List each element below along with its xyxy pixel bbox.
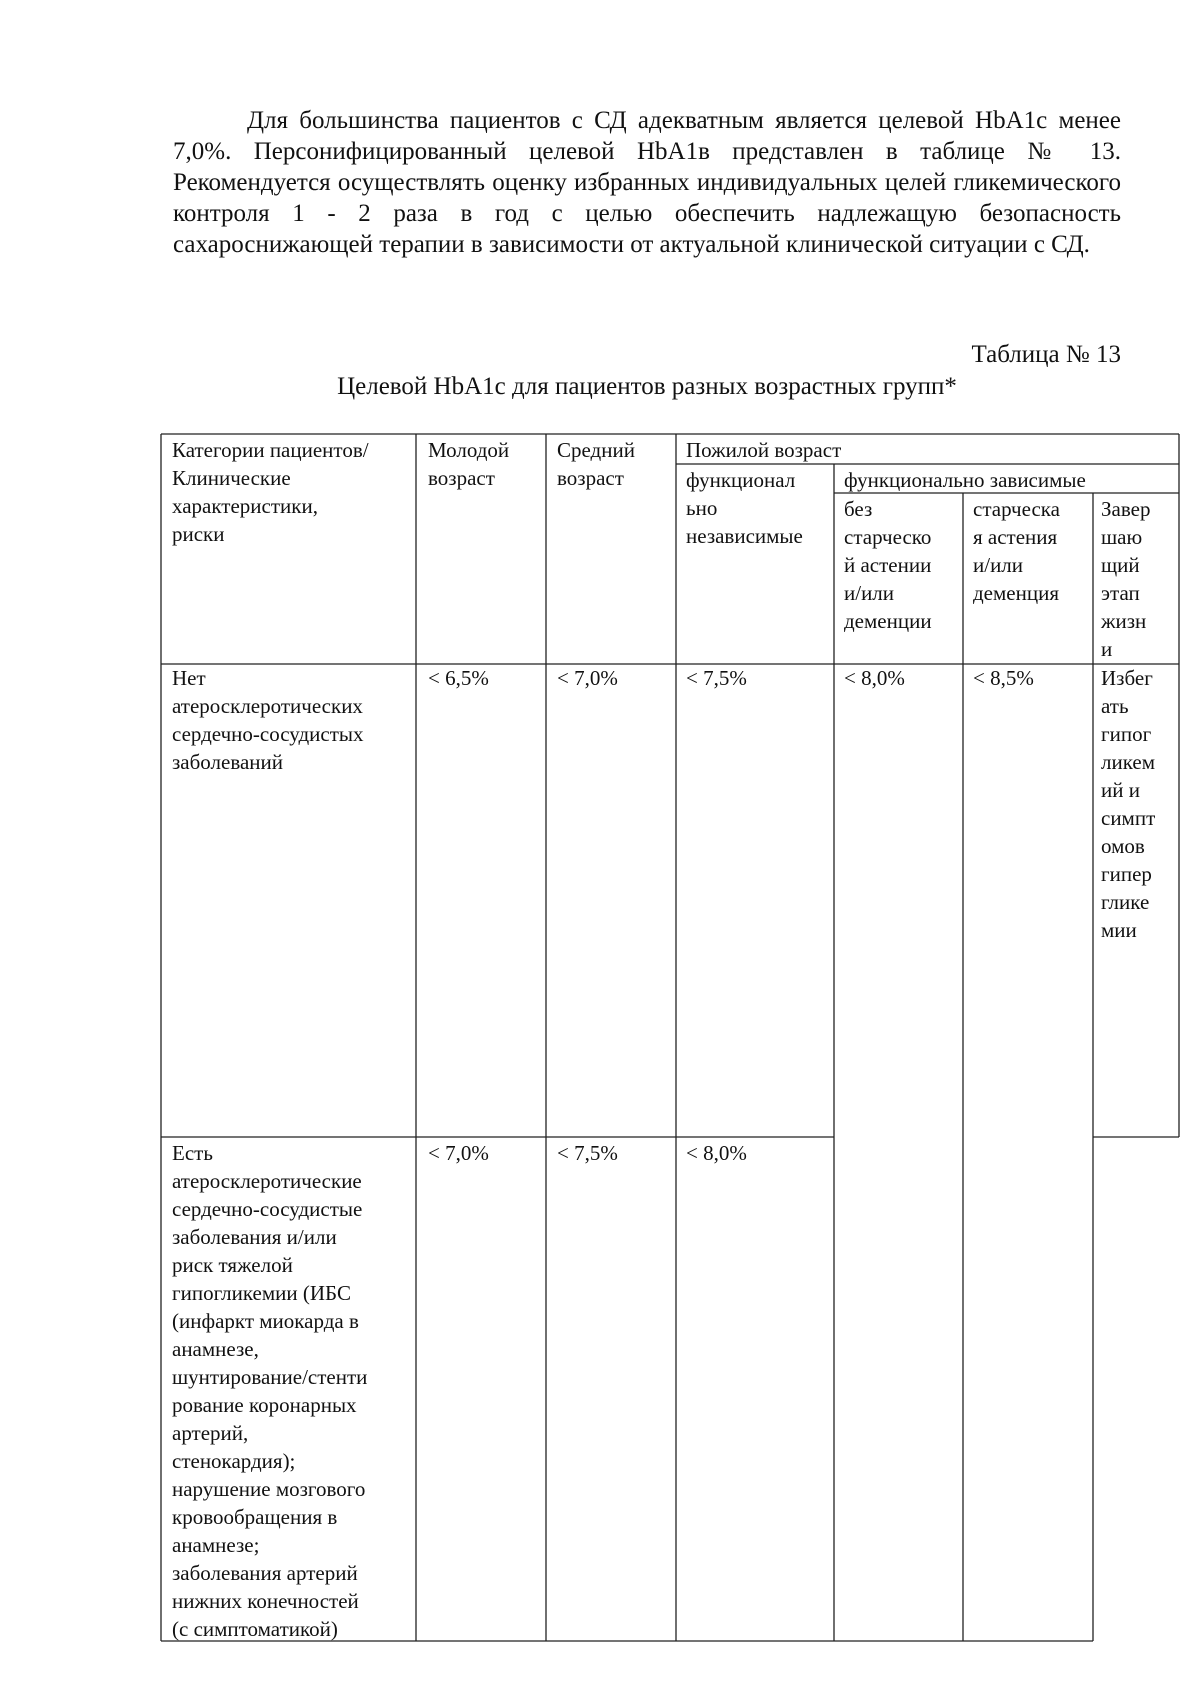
- header-no-frailty: без старческо й астении и/или деменции: [844, 497, 932, 633]
- header-end-of-life: Завер шаю щий этап жизн и: [1101, 497, 1151, 661]
- row2-middle-value: < 7,5%: [557, 1141, 618, 1165]
- row1-no-frailty-value: < 8,0%: [844, 666, 905, 690]
- intro-paragraph: Для большинства пациентов с СД адекватным является целевой HbA1c менее 7,0%. Персонифицированный целевой HbA1в представлен в таблице № 13. Рекомендуется осуществлять оценку избранных индивидуальных целей гликемического контроля 1 - 2 раза в год с целью обеспечить надлежащую безопасность сахароснижающей терапии в зависимости от актуальной клинической ситуации с СД.: [173, 107, 1121, 258]
- header-elderly-age: Пожилой возраст: [686, 438, 842, 462]
- row2-young-value: < 7,0%: [428, 1141, 489, 1165]
- row1-category: Нет атеросклеротических сердечно-сосудистых заболеваний: [172, 666, 364, 774]
- header-category: Категории пациентов/ Клинические характеристики, риски: [172, 438, 369, 546]
- header-functionally-independent: функционал ьно независимые: [686, 468, 803, 548]
- header-young-age: Молодой возраст: [428, 438, 510, 490]
- row2-category: Есть атеросклеротические сердечно-сосудистые заболевания и/или риск тяжелой гипогликемии (ИБС (инфаркт миокарда в анамнезе, шунтирование/стенти рование коронарных артерий, стенокардия); нарушение мозгового кровообращения в анамнезе; заболевания артерий нижних конечностей (с симптоматикой): [172, 1141, 368, 1641]
- row2-independent-value: < 8,0%: [686, 1141, 747, 1165]
- table-number: Таблица № 13: [971, 341, 1121, 368]
- row1-end-of-life-value: Избег ать гипог ликем ий и симпт омов гипер глике мии: [1101, 666, 1156, 942]
- row1-young-value: < 6,5%: [428, 666, 489, 690]
- row1-independent-value: < 7,5%: [686, 666, 747, 690]
- row1-middle-value: < 7,0%: [557, 666, 618, 690]
- row1-frailty-value: < 8,5%: [973, 666, 1034, 690]
- header-middle-age: Средний возраст: [557, 438, 635, 490]
- header-frailty-dementia: старческа я астения и/или деменция: [973, 497, 1060, 605]
- table-title: Целевой HbA1c для пациентов разных возрастных групп*: [337, 373, 957, 400]
- header-functionally-dependent: функционально зависимые: [844, 468, 1086, 492]
